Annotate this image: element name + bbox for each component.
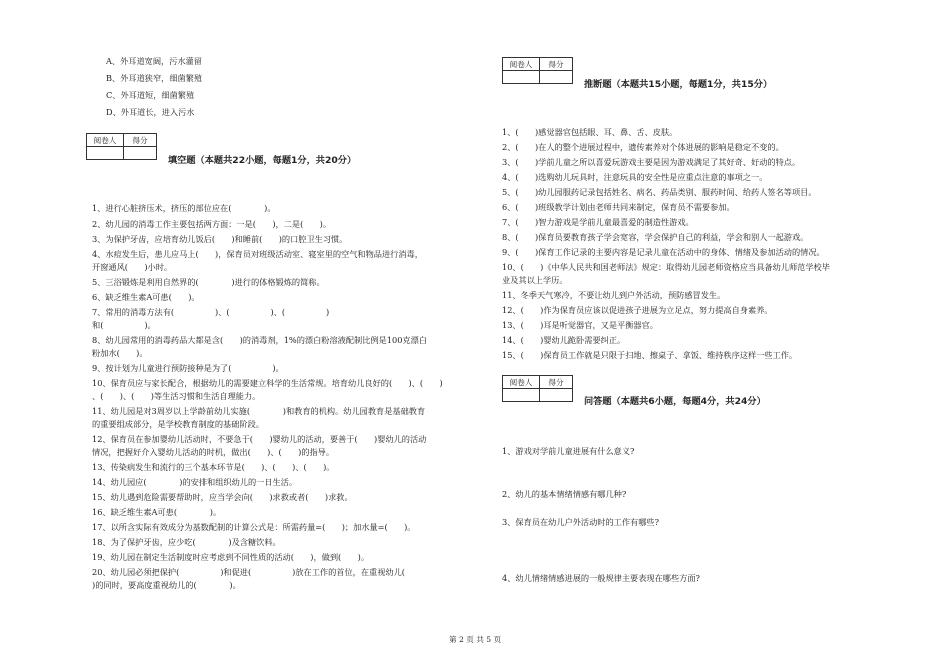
fill-q16: 16、缺乏维生素A可患( )。	[92, 507, 222, 517]
fill-q19: 19、幼儿园在制定生活制度时应考虑到不同性质的活动( )，做到( )。	[92, 552, 370, 562]
section-title-judgment: 推断题（本题共15小题，每题1分，共15分）	[584, 79, 773, 90]
fill-q2: 2、幼儿园的消毒工作主要包括两方面：一是( )，二是( )。	[92, 219, 332, 229]
fill-q14: 14、幼儿园应( )的安排和组织幼儿的一日生活。	[92, 477, 298, 487]
reviewer-label: 阅卷人	[503, 376, 540, 389]
option-d: D、外耳道长，进入污水	[106, 107, 195, 117]
option-c: C、外耳道短，细菌繁殖	[106, 90, 195, 100]
fill-q3: 3、为保护牙齿，应培育幼儿饭后( )和睡前( )的口腔卫生习惯。	[92, 234, 348, 244]
judgment-10-cont: 业及其以上学历。	[502, 275, 568, 285]
qa-4: 4、幼儿情绪情感进展的一般规律主要表现在哪些方面?	[502, 573, 700, 583]
score-box-fill	[86, 133, 157, 160]
reviewer-cell[interactable]	[87, 147, 124, 160]
fill-q20-cont: )的同时，要高度重视幼儿的( )。	[92, 580, 241, 590]
fill-q11: 11、幼儿园是对3周岁以上学龄前幼儿实施( )和教育的机构。幼儿园教育是基础教育	[92, 406, 426, 416]
judgment-1: 1、( )感觉器官包括眼、耳、鼻、舌、皮肤。	[502, 127, 678, 137]
page-footer: 第 2 页 共 5 页	[448, 635, 502, 644]
score-box-qa	[502, 375, 573, 402]
judgment-13: 13、( )耳是听觉器官，又是平衡器官。	[502, 320, 658, 330]
judgment-3: 3、( )学前儿童之所以喜爱玩游戏主要是因为游戏满足了其好奇、好动的特点。	[502, 157, 801, 167]
judgment-12: 12、( )作为保育员应该以促进孩子进展为立足点，努力提高自身素养。	[502, 305, 773, 315]
qa-2: 2、幼儿的基本情绪情感有哪几种?	[502, 489, 627, 499]
judgment-4: 4、( )选购幼儿玩具时，注意玩具的安全性是应重点注意的事项之一。	[502, 172, 768, 182]
fill-q11-cont: 的重要组成部分，是学校教育制度的基础阶段。	[92, 419, 264, 429]
fill-q12-cont: 情况，把握好介入婴幼儿活动的时机，做出( )、( )的指导。	[92, 447, 335, 457]
fill-q10: 10、保育员应与家长配合，根据幼儿的需要建立科学的生活常规。培育幼儿良好的( )、( )	[92, 378, 443, 388]
fill-q20: 20、幼儿园必须把保护( )和促进( )放在工作的首位，在重视幼儿(	[92, 567, 422, 577]
fill-q17: 17、以所含实际有效成分为基数配制的计算公式是：所需药量=( )；加水量=( )。	[92, 522, 416, 532]
score-label: 得分	[540, 376, 573, 389]
section-title-qa: 问答题（本题共6小题，每题4分，共24分）	[584, 396, 766, 407]
fill-q8-cont: 粉加水( )。	[92, 348, 148, 358]
judgment-14: 14、( )婴幼儿跪卧需要纠正。	[502, 335, 626, 345]
reviewer-label: 阅卷人	[503, 58, 540, 71]
judgment-9: 9、( )保育工作记录的主要内容是记录儿童在活动中的身体、情绪及参加活动的情况。	[502, 247, 825, 257]
fill-q1: 1、进行心脏挤压术，挤压的部位应在( )。	[92, 203, 276, 213]
reviewer-cell[interactable]	[503, 389, 540, 402]
score-cell[interactable]	[124, 147, 157, 160]
judgment-8: 8、( )保育员要教育孩子学会宽容，学会保护自己的利益，学会和别人一起游戏。	[502, 232, 809, 242]
score-cell[interactable]	[540, 71, 573, 84]
judgment-10: 10、( )《中华人民共和国老师法》规定：取得幼儿园老师资格应当具备幼儿师范学校毕	[502, 262, 830, 272]
judgment-7: 7、( )智力游戏是学前儿童最喜爱的制造性游戏。	[502, 217, 694, 227]
fill-q7-cont: 和( )。	[92, 320, 156, 330]
fill-q10-cont: 、( )、( )等生活习惯和生活自理能力。	[92, 391, 261, 401]
qa-1: 1、游戏对学前儿童进展有什么意义?	[502, 446, 635, 456]
fill-q18: 18、为了保护牙齿，应少吃( )及含糖饮料。	[92, 537, 281, 547]
judgment-15: 15、( )保育员工作就是只限于扫地、擦桌子、拿饭、维持秩序这样一些工作。	[502, 350, 798, 360]
judgment-5: 5、( )幼儿园服药记录包括姓名、病名、药品类别、服药时间、给药人签名等项目。	[502, 187, 817, 197]
score-label: 得分	[540, 58, 573, 71]
section-title-fill: 填空题（本题共22小题，每题1分，共20分）	[168, 155, 357, 166]
fill-q8: 8、幼儿园常用的消毒药品大都是含( )的消毒剂，1%的漂白粉溶液配制比例是100克漂白	[92, 335, 427, 345]
fill-q6: 6、缺乏维生素A可患( )。	[92, 292, 200, 302]
reviewer-label: 阅卷人	[87, 134, 124, 147]
fill-q7: 7、常用的消毒方法有( )、( )、( )	[92, 307, 330, 317]
fill-q13: 13、传染病发生和流行的三个基本环节是( )、( )、( )。	[92, 462, 335, 472]
fill-q4-cont: 开窗通风( )小时。	[92, 262, 173, 272]
fill-q9: 9、按计划为儿童进行预防接种是为了( )。	[92, 363, 284, 373]
qa-3: 3、保育员在幼儿户外活动时的工作有哪些?	[502, 517, 659, 527]
option-b: B、外耳道狭窄，细菌繁殖	[106, 73, 203, 83]
score-label: 得分	[124, 134, 157, 147]
fill-q4: 4、水痘发生后，患儿应马上( )，保育员对班级活动室、寝室里的空气和物品进行消毒，	[92, 249, 423, 259]
fill-q12: 12、保育员在参加婴幼儿活动时，不要急于( )婴幼儿的活动，要善于( )婴幼儿的活动	[92, 434, 427, 444]
score-cell[interactable]	[540, 389, 573, 402]
fill-q5: 5、三浴锻炼是利用自然界的( )进行的体格锻炼的简称。	[92, 277, 325, 287]
judgment-2: 2、( )在人的整个进展过程中，遗传素养对个体进展的影响是稳定不变的。	[502, 142, 784, 152]
fill-q15: 15、幼儿遇到危险需要帮助时，应当学会向( )求救或者( )求救。	[92, 492, 353, 502]
score-box-judgment	[502, 57, 573, 84]
option-a: A、外耳道宽阔，污水灌留	[106, 56, 202, 66]
judgment-11: 11、冬季天气寒冷，不要让幼儿到户外活动，预防感冒发生。	[502, 290, 726, 300]
judgment-6: 6、( )班级教学计划由老师共同来制定，保育员不需要参加。	[502, 202, 735, 212]
reviewer-cell[interactable]	[503, 71, 540, 84]
